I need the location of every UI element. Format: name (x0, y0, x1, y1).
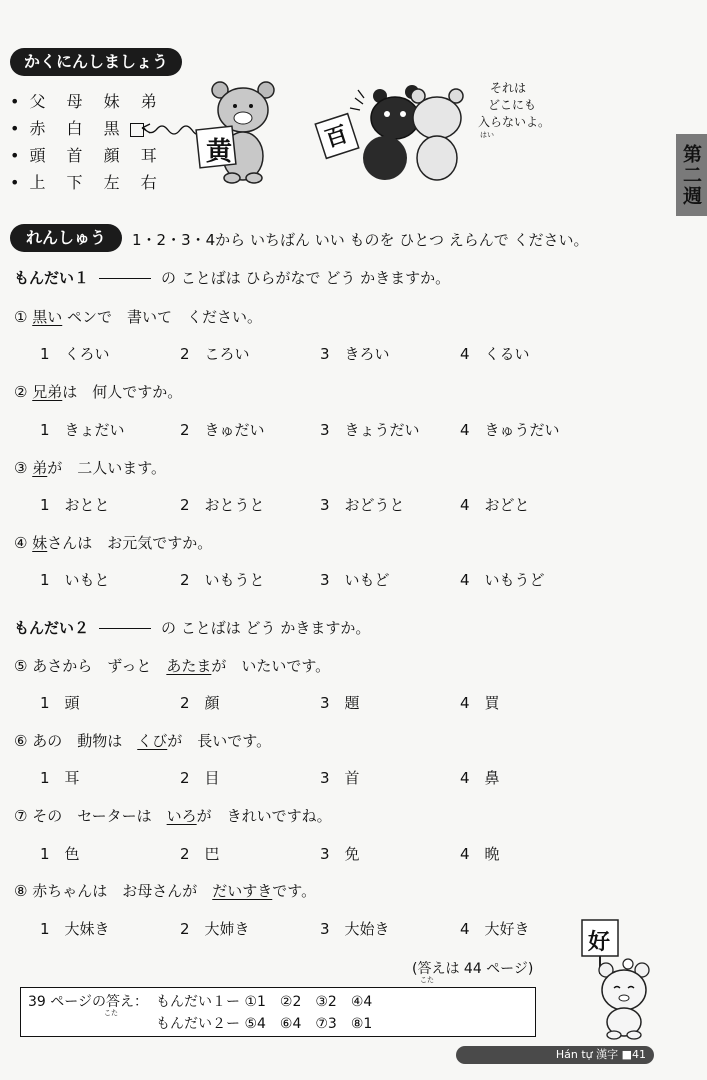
option-6-4: 4 鼻 (460, 769, 500, 787)
option-1-2: 2 ころい (180, 345, 250, 363)
card-kanji-hyaku: 百 (322, 122, 351, 153)
option-1-3: 3 きろい (320, 345, 390, 363)
week-tab: 第二週 (676, 134, 707, 216)
question-7: ⑦ その セーターは いろが きれいですね。 (14, 807, 332, 825)
option-1-1: 1 くろい (40, 345, 110, 363)
section-title-kakunin: かくにんしましょう (10, 48, 182, 76)
question-3: ③ 弟が 二人います。 (14, 459, 167, 477)
option-4-2: 2 いもうと (180, 571, 265, 589)
speech-bubble-text: それは どこにも 入らないよ。 (478, 81, 551, 129)
hugging-bears-icon (350, 85, 463, 180)
option-7-2: 2 巴 (180, 845, 220, 863)
kanji-row: • 上 下 左 右 (10, 173, 165, 192)
page-footer: Hán tự 漢字 ■41 (456, 1046, 654, 1064)
question-6: ⑥ あの 動物は くびが 長いです。 (14, 732, 272, 750)
option-1-4: 4 くるい (460, 345, 530, 363)
option-5-4: 4 買 (460, 694, 500, 712)
option-3-1: 1 おとと (40, 496, 110, 514)
question-8: ⑧ 赤ちゃんは お母さんが だいすきです。 (14, 882, 317, 900)
wavy-arrow-icon (142, 124, 200, 135)
option-8-4: 4 大好き (460, 920, 530, 938)
ruby-hai: はい (480, 131, 494, 139)
option-7-3: 3 免 (320, 845, 360, 863)
option-2-1: 1 きょだい (40, 421, 125, 439)
option-4-1: 1 いもと (40, 571, 110, 589)
kanji-row: • 父 母 妹 弟 (10, 92, 165, 111)
previous-answers-label: 39 ページの答え： (28, 994, 148, 1010)
practice-instruction: 1・2・3・4から いちばん いい ものを ひとつ えらんで ください。 (132, 231, 589, 249)
previous-answers-line2: もんだい２ー ⑤4 ⑥4 ⑦3 ⑧1 (156, 1016, 373, 1032)
previous-answers-line1: もんだい１ー ①1 ②2 ③2 ④4 (156, 994, 373, 1010)
answer-page-reference: (答えは 44 ページ) (412, 961, 534, 977)
card-kanji-ki: 黄 (206, 137, 233, 167)
option-3-4: 4 おどと (460, 496, 530, 514)
option-6-3: 3 首 (320, 769, 360, 787)
option-7-4: 4 晩 (460, 845, 500, 863)
option-8-1: 1 大妹き (40, 920, 110, 938)
option-8-3: 3 大始き (320, 920, 390, 938)
option-3-2: 2 おとうと (180, 496, 265, 514)
question-4: ④ 妹さんは お元気ですか。 (14, 534, 213, 552)
mondai2-heading: もんだい２ の ことばは どう かきますか。 (14, 619, 371, 637)
option-2-4: 4 きゅうだい (460, 421, 560, 439)
sign-kanji-suki: 好 (588, 930, 611, 955)
ruby-kota-box: こた (104, 1009, 118, 1017)
question-1: ① 黒い ペンで 書いて ください。 (14, 308, 263, 326)
option-2-2: 2 きゅだい (180, 421, 265, 439)
option-7-1: 1 色 (40, 845, 80, 863)
option-4-3: 3 いもど (320, 571, 390, 589)
question-2: ② 兄弟は 何人ですか。 (14, 383, 183, 401)
mondai1-heading: もんだい１ の ことばは ひらがなで どう かきますか。 (14, 269, 451, 287)
option-5-3: 3 題 (320, 694, 360, 712)
option-3-3: 3 おどうと (320, 496, 405, 514)
question-5: ⑤ あさから ずっと あたまが いたいです。 (14, 657, 331, 675)
option-8-2: 2 大姉き (180, 920, 250, 938)
option-6-2: 2 目 (180, 769, 220, 787)
option-2-3: 3 きょうだい (320, 421, 420, 439)
option-5-2: 2 顔 (180, 694, 220, 712)
option-4-4: 4 いもうど (460, 571, 545, 589)
option-6-1: 1 耳 (40, 769, 80, 787)
kanji-row: • 赤 白 黒 (10, 115, 165, 142)
kanji-row: • 頭 首 顔 耳 (10, 146, 165, 165)
practice-badge: れんしゅう (10, 224, 122, 252)
ruby-kota-ref: こた (420, 976, 434, 984)
option-5-1: 1 頭 (40, 694, 80, 712)
bears-illustration (140, 78, 490, 193)
